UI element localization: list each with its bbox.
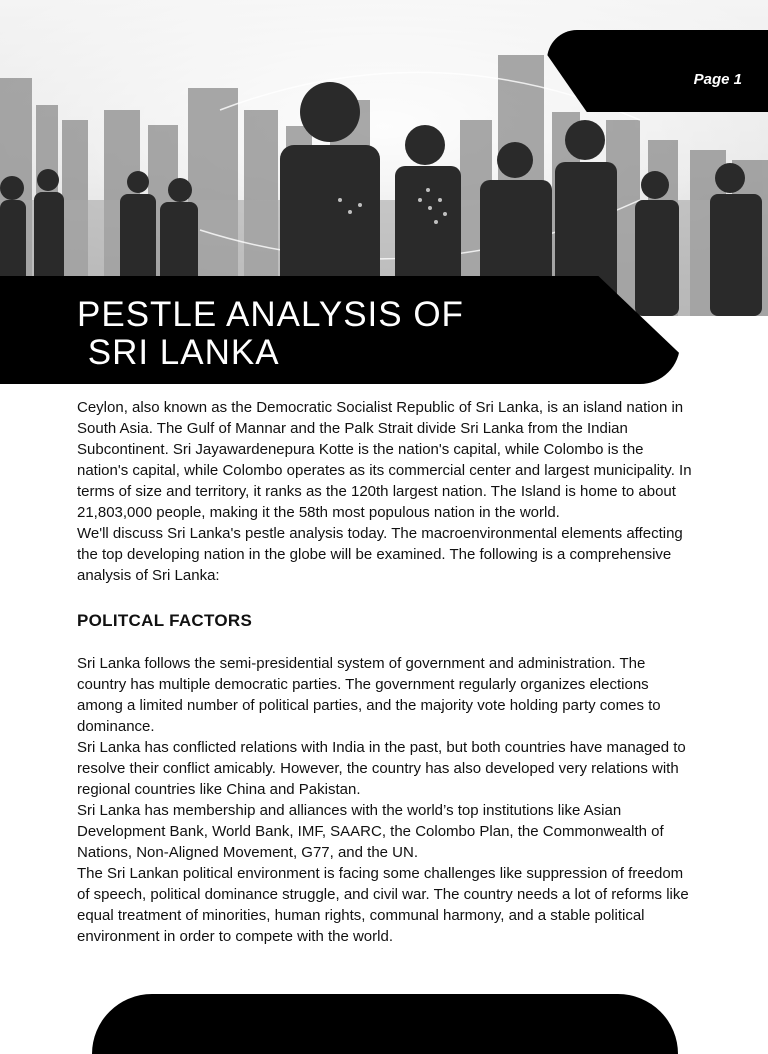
footer-band: [92, 994, 678, 1054]
intro-paragraph: Ceylon, also known as the Democratic Socialist Republic of Sri Lanka, is an island nation in South Asia. The Gulf of Mannar and the Palk Strait divide Sri Lanka from the Indian Subcontinent. Sri Jayawardenepura Kotte is the nation's capital, while Colombo is the nation's capital, while Colombo operates as its commercial center and largest municipality. In terms of size and territory, it ranks as the 120th largest nation. The Island is home to about 21,803,000 people, making it the 58th most populous nation in the world.: [77, 399, 692, 521]
article-body: [77, 397, 695, 947]
page-title: PESTLE ANALYSIS OF SRI LANKA: [77, 295, 464, 372]
political-paragraph: Sri Lanka follows the semi-presidential system of government and administration. The country has multiple democratic parties. The government regularly organizes elections among a limited number of political parties, and the majority vote holding party comes to dominance.: [77, 655, 661, 735]
intro-paragraph: We'll discuss Sri Lanka's pestle analysis today. The macroenvironmental elements affecting the top developing nation in the globe will be examined. The following is a comprehensive analysis of Sri Lanka:: [77, 525, 683, 584]
page-number: Page 1: [693, 71, 742, 88]
section-heading-political: POLITCAL FACTORS: [77, 611, 253, 630]
political-paragraph: Sri Lanka has membership and alliances with the world’s top institutions like Asian Development Bank, World Bank, IMF, SAARC, the Colombo Plan, the Commonwealth of Nations, Non-Aligned Movement, G77, and the UN.: [77, 802, 664, 861]
political-paragraph: The Sri Lankan political environment is facing some challenges like suppression of freedom of speech, political dominance struggle, and civil war. The country needs a lot of reforms like equal treatment of minorities, human rights, communal harmony, and a stable political environment in order to compete with the world.: [77, 865, 689, 945]
political-paragraph: Sri Lanka has conflicted relations with India in the past, but both countries have managed to resolve their conflict amicably. However, the country has also developed very relations with regional countries like China and Pakistan.: [77, 739, 686, 798]
